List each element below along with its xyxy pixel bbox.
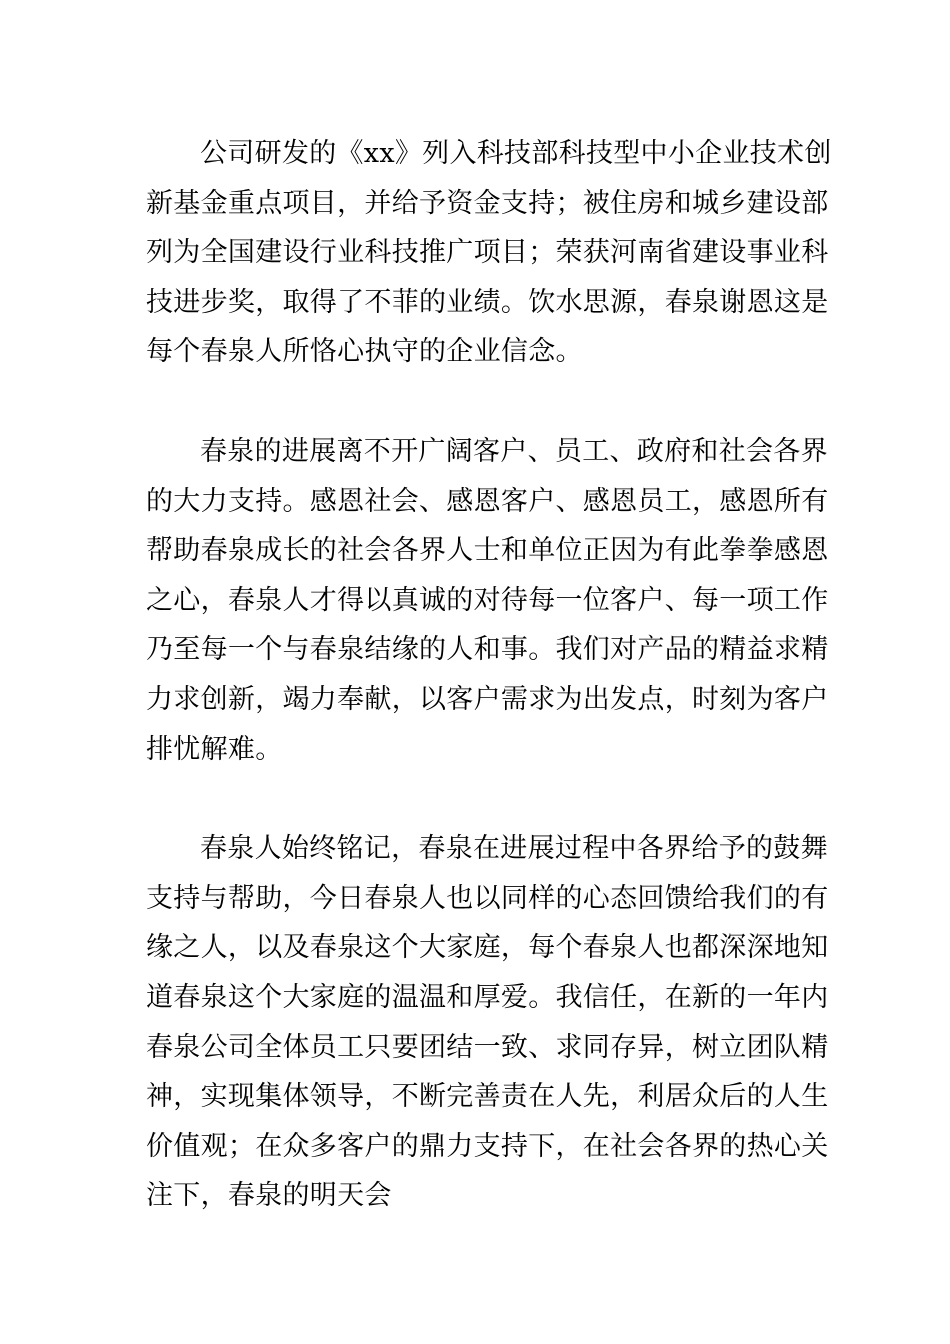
paragraph-line: 之心，春泉人才得以真诚的对待每一位客户、每一项工作 bbox=[146, 584, 829, 616]
paragraph-2 bbox=[146, 427, 829, 774]
paragraph-line: 公司研发的《xx》列入科技部科技型中小企业技术创 bbox=[200, 138, 832, 169]
paragraph-line: 力求创新，竭力奉献，以客户需求为出发点，时刻为客户 bbox=[146, 683, 829, 715]
document-page bbox=[146, 129, 832, 1221]
paragraph-1 bbox=[146, 129, 832, 377]
paragraph-line: 注下，春泉的明天会 bbox=[146, 1180, 392, 1212]
paragraph-line: 春泉的进展离不开广阔客户、员工、政府和社会各界 bbox=[200, 435, 828, 467]
paragraph-line: 道春泉这个大家庭的温温和厚爱。我信任，在新的一年内 bbox=[146, 981, 829, 1013]
paragraph-3 bbox=[146, 824, 829, 1221]
paragraph-line: 春泉人始终铭记，春泉在进展过程中各界给予的鼓舞 bbox=[200, 833, 828, 865]
paragraph-line: 乃至每一个与春泉结缘的人和事。我们对产品的精益求精 bbox=[146, 634, 829, 666]
paragraph-line: 排忧解难。 bbox=[146, 733, 283, 765]
paragraph-line: 价值观；在众多客户的鼎力支持下，在社会各界的热心关 bbox=[146, 1130, 829, 1162]
paragraph-line: 神，实现集体领导，不断完善责在人先，利居众后的人生 bbox=[146, 1081, 829, 1113]
paragraph-spacer bbox=[146, 774, 808, 824]
paragraph-line: 每个春泉人所恪心执守的企业信念。 bbox=[146, 336, 583, 368]
paragraph-line: 春泉公司全体员工只要团结一致、求同存异，树立团队精 bbox=[146, 1031, 829, 1063]
paragraph-line: 帮助春泉成长的社会各界人士和单位正因为有此拳拳感恩 bbox=[146, 535, 829, 567]
paragraph-line: 新基金重点项目，并给予资金支持；被住房和城乡建设部 bbox=[146, 187, 829, 219]
paragraph-line: 技进步奖，取得了不菲的业绩。饮水思源，春泉谢恩这是 bbox=[146, 286, 829, 318]
paragraph-line: 列为全国建设行业科技推广项目；荣获河南省建设事业科 bbox=[146, 237, 829, 269]
paragraph-spacer bbox=[146, 377, 808, 427]
paragraph-line: 缘之人，以及春泉这个大家庭，每个春泉人也都深深地知 bbox=[146, 932, 829, 964]
paragraph-line: 支持与帮助，今日春泉人也以同样的心态回馈给我们的有 bbox=[146, 882, 829, 914]
paragraph-line: 的大力支持。感恩社会、感恩客户、感恩员工，感恩所有 bbox=[146, 485, 829, 517]
